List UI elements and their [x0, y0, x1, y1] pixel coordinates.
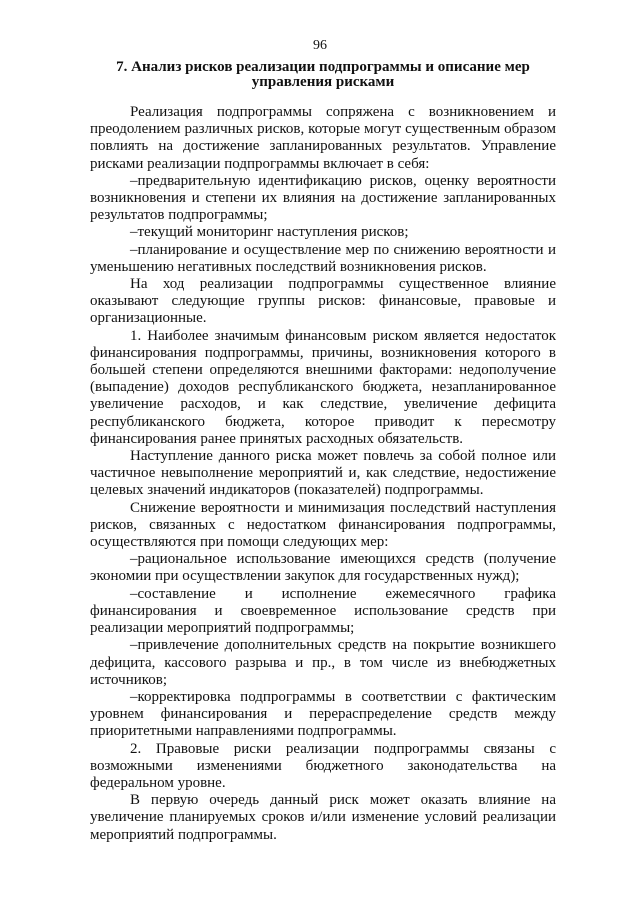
- paragraph-financial-risk: 1. Наиболее значимым финансовым риском является недостаток финансирования подпрограммы, причины, возникновения которого в большей степени определяются внешними факторами: недополучение (выпадение) доходов республиканского бюджета, незапланированное увеличение расходов, и как следствие, увеличение дефицита республиканского бюджета, которое приводит к пересмотру финансирования ранее принятых расходных обязательств.: [90, 327, 556, 447]
- list-item-rational-use: –рациональное использование имеющихся средств (получение экономии при осуществлении закупок для государственных нужд);: [90, 551, 556, 585]
- list-item-schedule: –составление и исполнение ежемесячного графика финансирования и своевременное использование средств при реализации мероприятий подпрограммы;: [90, 585, 556, 637]
- section-title: 7. Анализ рисков реализации подпрограммы и описание мер управления рисками: [116, 59, 530, 90]
- list-item-additional-funds: –привлечение дополнительных средств на покрытие возникшего дефицита, кассового разрыва и пр., в том числе из внебюджетных источников;: [90, 637, 556, 688]
- paragraph-risk-groups: На ход реализации подпрограммы существенное влияние оказывают следующие группы рисков: финансовые, правовые и организационные.: [90, 276, 556, 327]
- list-item-planning: –планирование и осуществление мер по снижению вероятности и уменьшению негативных последствий возникновения рисков.: [90, 241, 556, 275]
- list-item-monitoring: –текущий мониторинг наступления рисков;: [130, 224, 409, 241]
- paragraph-legal-impact: В первую очередь данный риск может оказать влияние на увеличение планируемых сроков и/или изменение условий реализации мероприятий подпрограммы.: [90, 792, 556, 843]
- document-body: [90, 104, 556, 844]
- paragraph-mitigation-intro: Снижение вероятности и минимизация последствий наступления рисков, связанных с недостатком финансирования подпрограммы, осуществляются при помощи следующих мер:: [90, 499, 556, 551]
- paragraph-legal-risk: 2. Правовые риски реализации подпрограммы связаны с возможными изменениями бюджетного законодательства на федеральном уровне.: [90, 740, 556, 791]
- paragraph-risk-consequences: Наступление данного риска может повлечь за собой полное или частичное невыполнение мероприятий и, как следствие, недостижение целевых значений индикаторов (показателей) подпрограммы.: [90, 448, 556, 499]
- list-item-identification: –предварительную идентификацию рисков, оценку вероятности возникновения и степени их влияния на достижение запланированных результатов подпрограммы;: [90, 172, 556, 224]
- paragraph-risk-intro: Реализация подпрограммы сопряжена с возникновением и преодолением различных рисков, которые могут существенным образом повлиять на достижение запланированных результатов. Управление рисками реализации подпрограммы включает в себя:: [90, 104, 556, 172]
- list-item-adjustment: –корректировка подпрограммы в соответствии с фактическим уровнем финансирования и перераспределение средств между приоритетными направлениями подпрограммы.: [90, 688, 556, 740]
- page-number: 96: [313, 38, 327, 53]
